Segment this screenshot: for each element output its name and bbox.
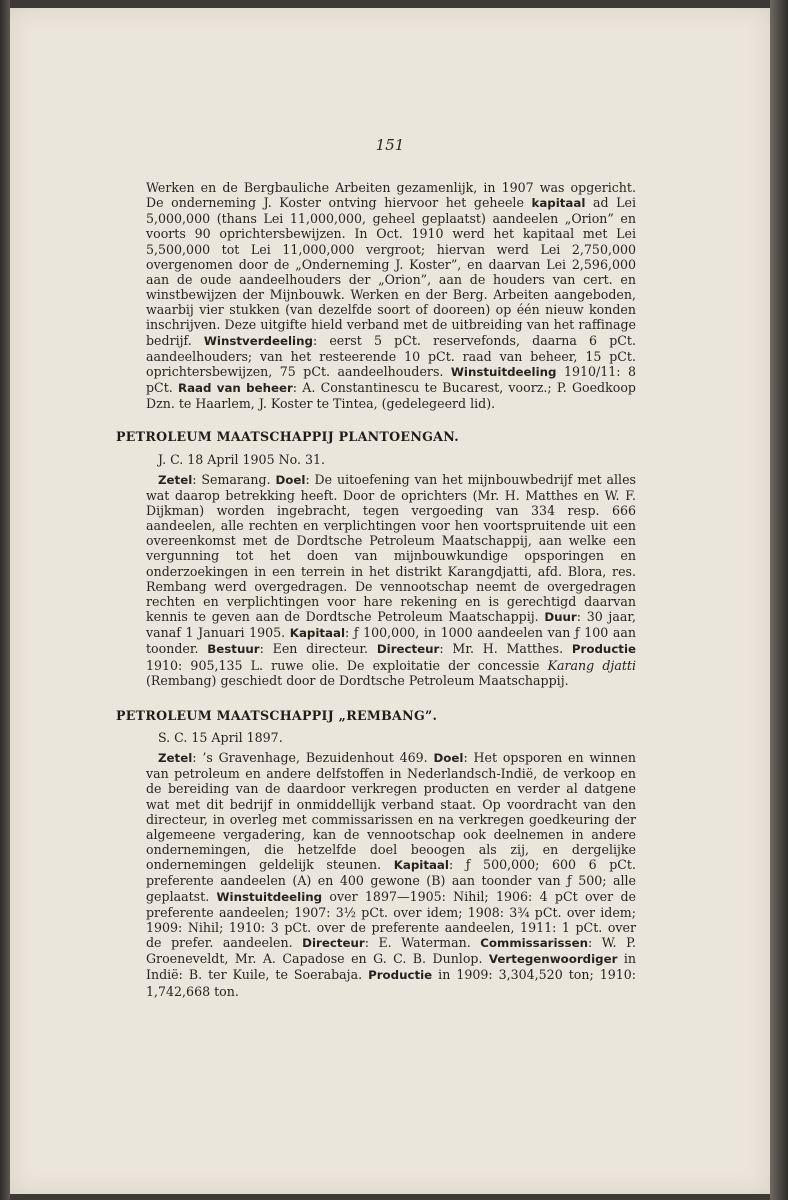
- intro-paragraph: [146, 180, 636, 411]
- text: in 1909: 3,304,520 ton; 1910: 1,742,668 ton.: [146, 967, 636, 999]
- term-zetel: Zetel: [158, 472, 193, 487]
- text: : Mr. H. Matthes.: [439, 641, 572, 657]
- term-productie: Productie: [368, 968, 433, 983]
- intro-term-raad-van-beheer: Raad van beheer: [177, 381, 293, 396]
- text: over 1897—1905: Nihil; 1906: 4 pCt over de preferente aandeelen; 1907: 3½ pCt. over idem; 1908: 3¾ pCt. over idem; 1909: Nihil; 1910: 3 pCt. over de preferente aandeelen, 1911: 1 pCt. over de prefer. aandeelen.: [146, 888, 636, 951]
- text: : W. P. Groeneveldt, Mr. A. Capadose en G. C. B. Dunlop.: [146, 935, 636, 967]
- intro-text-3: : eerst 5 pCt. reservefonds, daarna 6 pCt. aandeelhouders; van het resteerende 10 pCt. raad van beheer, 15 pCt. oprichtersbewijzen, 75 pCt. aandeelhouders.: [146, 332, 636, 379]
- term-productie: Productie: [571, 642, 636, 657]
- book-spine: [0, 0, 10, 1200]
- text: : Semarang.: [192, 471, 276, 487]
- page-content: [116, 180, 637, 999]
- text: in Indië: B. ter Kuile, te Soerabaja.: [146, 951, 636, 983]
- text: : Het opsporen en winnen van petroleum en andere delfstoffen in Nederlandsch-Indië, de verkoop en de bereiding van de daardoor verkregen producten en verder al datgene wat met dit bedrijf in onmiddellijk verband staat. Op voordracht van den directeur, in overleg met commissarissen en na verkregen goedkeuring der algemeene vergadering, kan de vennootschap ook deelnemen in andere ondernemingen, die hetzelfde doel beoogen als zij, en dergelijke ondernemingen geldelijk steunen.: [146, 750, 636, 873]
- text: (Rembang) geschiedt door de Dordtsche Petroleum Maatschappij.: [146, 672, 569, 688]
- term-winstuitdeeling: Winstuitdeeling: [216, 889, 323, 904]
- section-heading-plantoengan: PETROLEUM MAATSCHAPPIJ PLANTOENGAN.: [116, 429, 459, 445]
- term-duur: Duur: [544, 610, 577, 625]
- italic-concession-name: Karang djatti: [547, 657, 636, 673]
- text: : ’s Gravenhage, Bezuidenhout 469.: [192, 750, 434, 766]
- book-page: [10, 8, 770, 1194]
- intro-term-kapitaal: kapitaal: [531, 196, 586, 211]
- term-zetel: Zetel: [158, 751, 193, 766]
- term-commissarissen: Commissarissen: [480, 936, 588, 951]
- section-heading-rembang: PETROLEUM MAATSCHAPPIJ „REMBANG”.: [116, 707, 438, 723]
- text: 1910: 905,135 L. ruwe olie. De exploitatie der concessie: [146, 657, 548, 673]
- text: : E. Waterman.: [364, 935, 481, 951]
- section-body-rembang: [146, 750, 636, 999]
- text: : ƒ 500,000; 600 6 pCt. preferente aandeelen (A) en 400 gewone (B) aan toonder van ƒ 500; alle geplaatst.: [146, 857, 636, 904]
- text: : ƒ 100,000, in 1000 aandeelen van ƒ 100 aan toonder.: [146, 625, 636, 657]
- text: : Een directeur.: [259, 641, 377, 657]
- term-vertegenwoordiger: Vertegenwoordiger: [488, 952, 618, 967]
- page-number: 151: [375, 136, 405, 154]
- term-directeur: Directeur: [376, 642, 440, 657]
- intro-text-5: : A. Constantinescu te Bucarest, voorz.; P. Goedkoop Dzn. te Haarlem, J. Koster te Tintea, (gedelegeerd lid).: [146, 380, 636, 412]
- text: : 30 jaar, vanaf 1 Januari 1905.: [146, 609, 636, 641]
- term-directeur: Directeur: [302, 936, 365, 951]
- section-meta-rembang: S. C. 15 April 1897.: [158, 730, 283, 745]
- term-doel: Doel: [433, 751, 464, 766]
- term-bestuur: Bestuur: [207, 642, 260, 657]
- term-doel: Doel: [275, 472, 306, 487]
- term-kapitaal: Kapitaal: [393, 858, 449, 873]
- intro-text-2: ad Lei 5,000,000 (thans Lei 11,000,000, geheel geplaatst) aandeelen „Orion” en voorts 90 oprichtersbewijzen. In Oct. 1910 werd het kapitaal met Lei 5,500,000 tot Lei 11,000,000 vergroot; hiervan werd Lei 2,750,000 overgenomen door de „Onderneming J. Koster”, en daarvan Lei 2,596,000 aan de oude aandeelhouders der „Orion”, aan de houders van cert. en winstbewijzen der Mijnbouwk. Werken en der Berg. Arbeiten aangeboden, waarbij vier stukken (van dezelfde soort of dooreen) op één nieuw konden inschrijven. Deze uitgifte hield verband met de uitbreiding van het raffinage bedrijf.: [146, 195, 636, 348]
- intro-term-winstverdeeling: Winstverdeeling: [203, 333, 313, 348]
- term-kapitaal: Kapitaal: [289, 626, 345, 641]
- page-edge-shadow: [770, 0, 788, 1200]
- intro-text-1: Werken en de Bergbauliche Arbeiten gezamenlijk, in 1907 was opgericht. De onderneming J. Koster ontving hiervoor het geheele: [146, 180, 636, 211]
- text: : De uitoefening van het mijnbouwbedrijf met alles wat daarop betrekking heeft. Door de oprichters (Mr. H. Matthes en W. F. Dijkman) worden ingebracht, tegen vergoeding van 334 resp. 666 aandeelen, alle rechten en verplichtingen voor hen voortspruitende uit een overeenkomst met de Dordtsche Petroleum Maatschappij, aan welke een vergunning tot het doen van mijnbouwkundige opsporingen en onderzoekingen in een terrein in het distrikt Karangdjatti, afd. Blora, res. Rembang werd overgedragen. De vennootschap neemt de overgedragen rechten en verplichtingen voor hare rekening en is gerechtigd daarvan kennis te geven aan de Dordtsche Petroleum Maatschappij.: [146, 471, 637, 625]
- section-body-plantoengan: [146, 472, 636, 688]
- section-meta-plantoengan: J. C. 18 April 1905 No. 31.: [158, 451, 326, 467]
- intro-text-4: 1910/11: 8 pCt.: [146, 363, 636, 396]
- intro-term-winstuitdeeling: Winstuitdeeling: [450, 364, 557, 379]
